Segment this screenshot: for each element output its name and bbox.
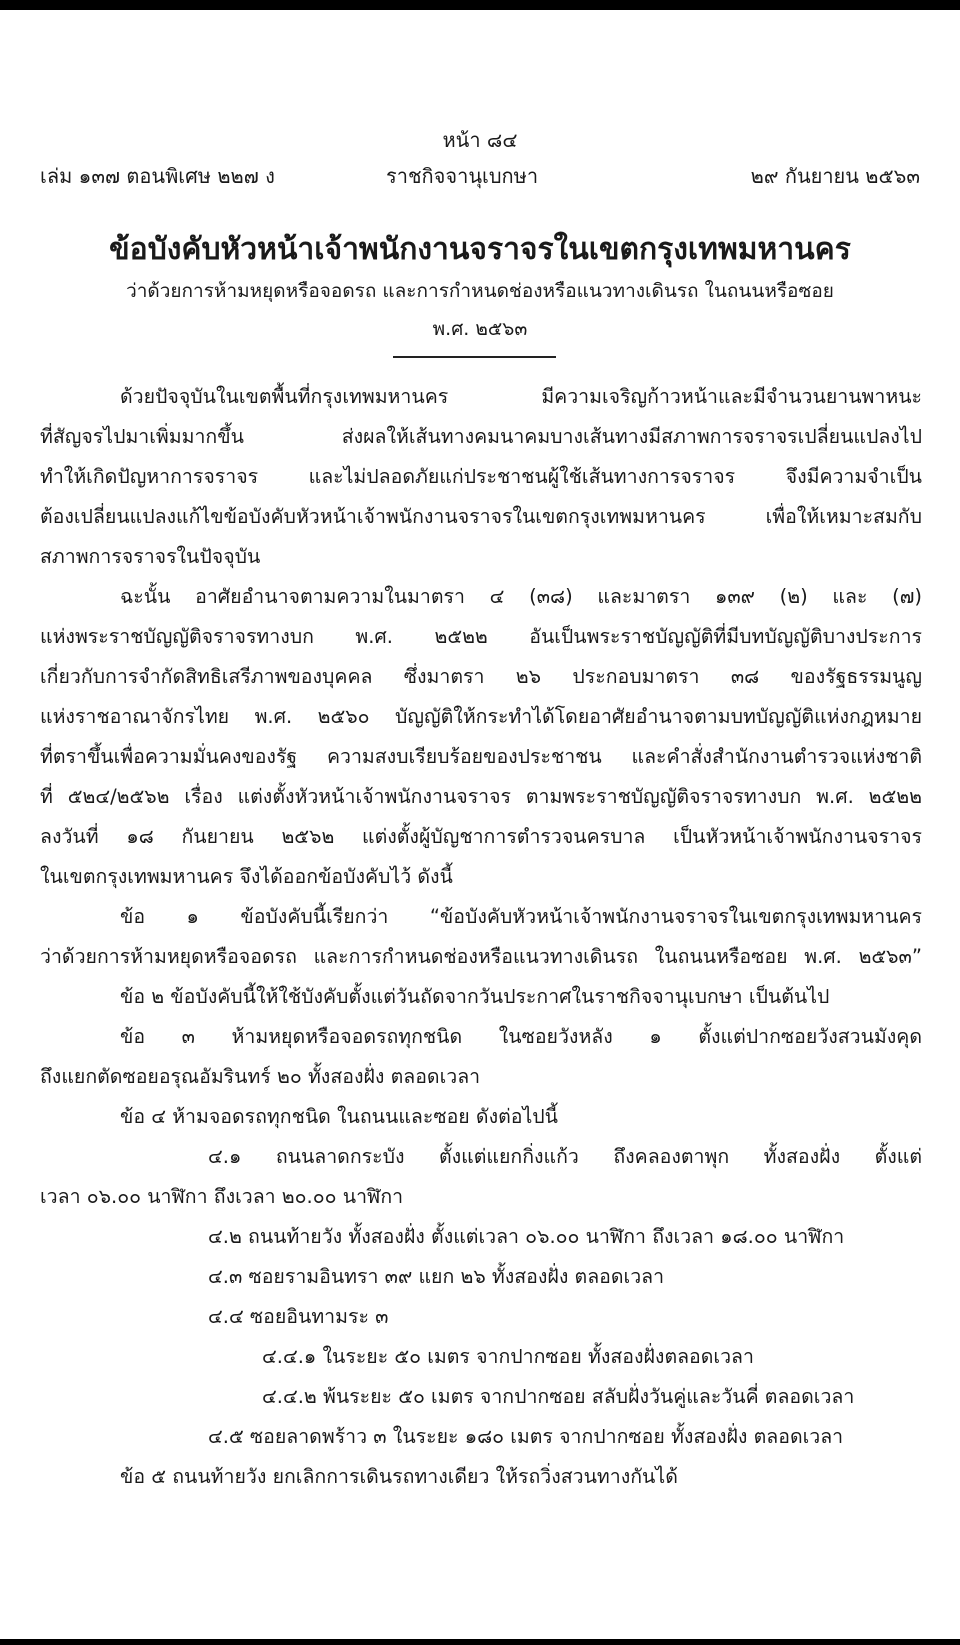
- authority-line: ในเขตกรุงเทพมหานคร จึงได้ออกข้อบังคับไว้ ดังนี้: [40, 865, 453, 888]
- authority-line: แห่งพระราชบัญญัติจราจรทางบก พ.ศ. ๒๕๒๒ อันเป็นพระราชบัญญัติที่มีบทบัญญัติบางประการ: [40, 625, 922, 648]
- preamble-line: ทำให้เกิดปัญหาการจราจร และไม่ปลอดภัยแก่ประชาชนผู้ใช้เส้นทางการจราจร จึงมีความจำเป็น: [40, 465, 922, 488]
- clause-1: ข้อ ๑ ข้อบังคับนี้เรียกว่า “ข้อบังคับหัวหน้าเจ้าพนักงานจราจรในเขตกรุงเทพมหานคร: [120, 905, 922, 928]
- preamble-line: ด้วยปัจจุบันในเขตพื้นที่กรุงเทพมหานคร มีความเจริญก้าวหน้าและมีจำนวนยานพาหนะ: [120, 385, 922, 408]
- preamble-line: สภาพการจราจรในปัจจุบัน: [40, 545, 261, 568]
- clause-4: ข้อ ๔ ห้ามจอดรถทุกชนิด ในถนนและซอย ดังต่อไปนี้: [120, 1105, 558, 1128]
- clause-4-5: ๔.๕ ซอยลาดพร้าว ๓ ในระยะ ๑๘๐ เมตร จากปากซอย ทั้งสองฝั่ง ตลอดเวลา: [208, 1425, 844, 1448]
- document-title: ข้อบังคับหัวหน้าเจ้าพนักงานจราจรในเขตกรุงเทพมหานคร: [109, 232, 851, 267]
- title-divider: [393, 356, 556, 358]
- clause-4-2: ๔.๒ ถนนท้ายวัง ทั้งสองฝั่ง ตั้งแต่เวลา ๐๖.๐๐ นาฬิกา ถึงเวลา ๑๘.๐๐ นาฬิกา: [208, 1225, 845, 1248]
- clause-4-4-1: ๔.๔.๑ ในระยะ ๕๐ เมตร จากปากซอย ทั้งสองฝั่งตลอดเวลา: [262, 1345, 754, 1368]
- gazette-name: ราชกิจจานุเบกษา: [386, 164, 539, 188]
- clause-3: ข้อ ๓ ห้ามหยุดหรือจอดรถทุกชนิด ในซอยวังหลัง ๑ ตั้งแต่ปากซอยวังสวนมังคุด: [120, 1025, 922, 1048]
- clause-4-1: ๔.๑ ถนนลาดกระบัง ตั้งแต่แยกกิ่งแก้ว ถึงคลองตาพุก ทั้งสองฝั่ง ตั้งแต่: [208, 1145, 922, 1168]
- clause-1-cont: ว่าด้วยการห้ามหยุดหรือจอดรถ และการกำหนดช่องหรือแนวทางเดินรถ ในถนนหรือซอย พ.ศ. ๒๕๖๓”: [40, 945, 922, 968]
- clause-4-3: ๔.๓ ซอยรามอินทรา ๓๙ แยก ๒๖ ทั้งสองฝั่ง ตลอดเวลา: [208, 1265, 665, 1288]
- document-subtitle: ว่าด้วยการห้ามหยุดหรือจอดรถ และการกำหนดช่องหรือแนวทางเดินรถ ในถนนหรือซอย: [126, 280, 834, 302]
- clause-2: ข้อ ๒ ข้อบังคับนี้ให้ใช้บังคับตั้งแต่วันถัดจากวันประกาศในราชกิจจานุเบกษา เป็นต้นไป: [120, 985, 830, 1008]
- clause-4-4: ๔.๔ ซอยอินทามระ ๓: [208, 1305, 389, 1328]
- clause-3-cont: ถึงแยกตัดซอยอรุณอัมรินทร์ ๒๐ ทั้งสองฝั่ง ตลอดเวลา: [40, 1065, 481, 1088]
- authority-line: ที่ ๕๒๔/๒๕๖๒ เรื่อง แต่งตั้งหัวหน้าเจ้าพนักงานจราจร ตามพระราชบัญญัติจราจรทางบก พ.ศ. ๒๕๒๒: [40, 785, 922, 808]
- clause-4-4-2: ๔.๔.๒ พ้นระยะ ๕๐ เมตร จากปากซอย สลับฝั่งวันคู่และวันคี่ ตลอดเวลา: [262, 1385, 855, 1408]
- gazette-date: ๒๙ กันยายน ๒๕๖๓: [750, 164, 920, 188]
- authority-line: ลงวันที่ ๑๘ กันยายน ๒๕๖๒ แต่งตั้งผู้บัญชาการตำรวจนครบาล เป็นหัวหน้าเจ้าพนักงานจราจร: [40, 825, 922, 848]
- preamble-line: ที่สัญจรไปมาเพิ่มมากขึ้น ส่งผลให้เส้นทางคมนาคมบางเส้นทางมีสภาพการจราจรเปลี่ยนแปลงไป: [40, 425, 922, 448]
- document-year: พ.ศ. ๒๕๖๓: [432, 318, 528, 340]
- authority-line: ฉะนั้น อาศัยอำนาจตามความในมาตรา ๔ (๓๘) และมาตรา ๑๓๙ (๒) และ (๗): [120, 585, 922, 608]
- clause-5: ข้อ ๕ ถนนท้ายวัง ยกเลิกการเดินรถทางเดียว ให้รถวิ่งสวนทางกันได้: [120, 1465, 678, 1488]
- authority-line: แห่งราชอาณาจักรไทย พ.ศ. ๒๕๖๐ บัญญัติให้กระทำได้โดยอาศัยอำนาจตามบทบัญญัติแห่งกฎหมาย: [40, 705, 922, 728]
- authority-line: ที่ตราขึ้นเพื่อความมั่นคงของรัฐ ความสงบเรียบร้อยของประชาชน และคำสั่งสำนักงานตำรวจแห่งชาติ: [40, 745, 922, 768]
- authority-line: เกี่ยวกับการจำกัดสิทธิเสรีภาพของบุคคล ซึ่งมาตรา ๒๖ ประกอบมาตรา ๓๘ ของรัฐธรรมนูญ: [40, 665, 922, 688]
- page-number: หน้า ๘๔: [442, 128, 518, 152]
- preamble-line: ต้องเปลี่ยนแปลงแก้ไขข้อบังคับหัวหน้าเจ้าพนักงานจราจรในเขตกรุงเทพมหานคร เพื่อให้เหมาะสมกับ: [40, 505, 922, 528]
- bottom-border: [0, 1639, 960, 1645]
- clause-4-1-cont: เวลา ๐๖.๐๐ นาฬิกา ถึงเวลา ๒๐.๐๐ นาฬิกา: [40, 1185, 404, 1208]
- volume-info: เล่ม ๑๓๗ ตอนพิเศษ ๒๒๗ ง: [40, 164, 275, 188]
